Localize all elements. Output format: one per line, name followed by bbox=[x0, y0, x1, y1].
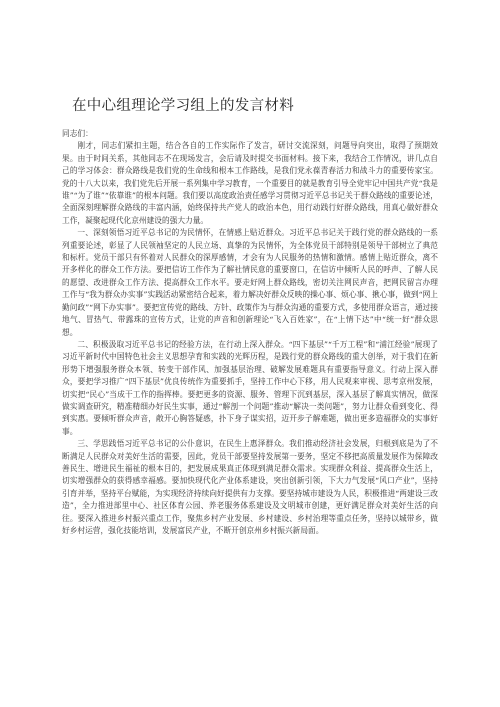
paragraph-section-three: 三、学思践悟习近平总书记的公仆意识，在民生上惠泽群众。我们推动经济社会发展，归根到底是为了不断满足人民群众对美好生活的需要，因此，党员干部要坚持发展第一要务，坚定不移把高质量发展作为保障改善民生、增进民生福祉的根本目的，把发展成果真正体现到满足群众需求。实现群众利益、提高群众生活上，切实增强群众的获得感幸福感。要加快现代化产业体系建设，突出创新引领，下大力气发展“风口产业”，坚持引育并举，坚持平台赋能，为实现经济持续向好提供有力支撑。要坚持城市建设为人民，积极推进“两建设三改造”，全力推进部里中心、社区体育公园、养老服务体系建设及文明城市创建，更好满足群众对美好生活的向往。要深入推进乡村振兴重点工作，聚焦乡村产业发展、乡村建设、乡村治理等重点任务，坚持以城带乡，做好乡村运营，强化技能培训，发展富民产业，不断开创京州乡村振兴新局面。 bbox=[62, 439, 438, 535]
document-page bbox=[62, 96, 438, 537]
paragraph-section-one: 一、深刻领悟习近平总书记的为民情怀，在情感上贴近群众。习近平总书记关于践行党的群众路线的一系列重要论述，彰显了人民领袖坚定的人民立场、真挚的为民情怀，为全体党员干部特别是领导干部树立了典范和标杆。党员干部只有怀着对人民群众的深厚感情，才会有为人民服务的热情和激情。感情上贴近群众，离不开多样化的群众工作方法。要把信访工作作为了解社情民意的重要窗口，在信访中倾听人民的呼声、了解人民的愿望、改进群众工作方法、提高群众工作水平。要走好网上群众路线，密切关注网民声音，把网民留言办理工作与“我为群众办实事”实践活动紧密结合起来，着力解决好群众反映的操心事、烦心事、揪心事，做到“网上勤问政”“网下办实事”。要把宣传党的路线、方针、政策作为与群众沟通的重要方式，多使用群众语言，通过接地气、冒热气、带露珠的宣传方式，让党的声音和创新理论“飞入百姓家”，在“上情下达”中“统一好”群众思想。 bbox=[62, 228, 438, 337]
document-title: 在中心组理论学习组上的发言材料 bbox=[72, 98, 294, 114]
paragraph-section-two: 二、积极汲取习近平总书记的经验方法，在行动上深入群众。“四下基层”“千万工程”和“浦江经验”展现了习近平新时代中国特色社会主义思想孕育和实践的光辉历程，是践行党的群众路线的重大创举，对于我们在新形势下增强服务群众本领、转变干部作风、加强基层治理、破解发展难题具有重要指导意义。行动上深入群众，要把学习推广“四下基层”优良传统作为重要抓手，坚持工作中心下移，用人民观来审视、思考京州发展，切实把“民心”当成干工作的指挥棒。要把更多的资源、服务、管理下沉到基层，深入基层了解真实情况，做深做实调查研究，精准精细办好民生实事，通过“解剖一个问题”推动“解决一类问题”，努力让群众看到变化、得到实惠。要倾听群众声音，敞开心胸答疑惑，扑下身子谋实招，迈开步子解难题，做出更多造福群众的实事好事。 bbox=[62, 339, 438, 436]
paragraph-intro: 刚才，同志们紧扣主题，结合各自的工作实际作了发言，研讨交流深刻，问题导向突出，取得了预期效果。由于时间关系，其他同志不在现场发言，会后请及时提交书面材料。接下来，我结合工作情况，讲几点自己的学习体会：群众路线是我们党的生命线和根本工作路线，是我们党永葆青春活力和战斗力的重要传家宝。党的十八大以来，我们党先后开展一系列集中学习教育，一个重要目的就是教育引导全党牢记中国共产党“我是谁”“为了谁”“依靠谁”的根本问题。我们要以高度政治责任感学习贯彻习近平总书记关于群众路线的重要论述，全面深刻理解群众路线的丰富内涵，始终保持共产党人的政治本色，用行动践行好群众路线，用真心做好群众工作，凝聚起现代化京州建设的强大力量。 bbox=[62, 141, 438, 225]
salutation: 同志们： bbox=[62, 129, 93, 138]
